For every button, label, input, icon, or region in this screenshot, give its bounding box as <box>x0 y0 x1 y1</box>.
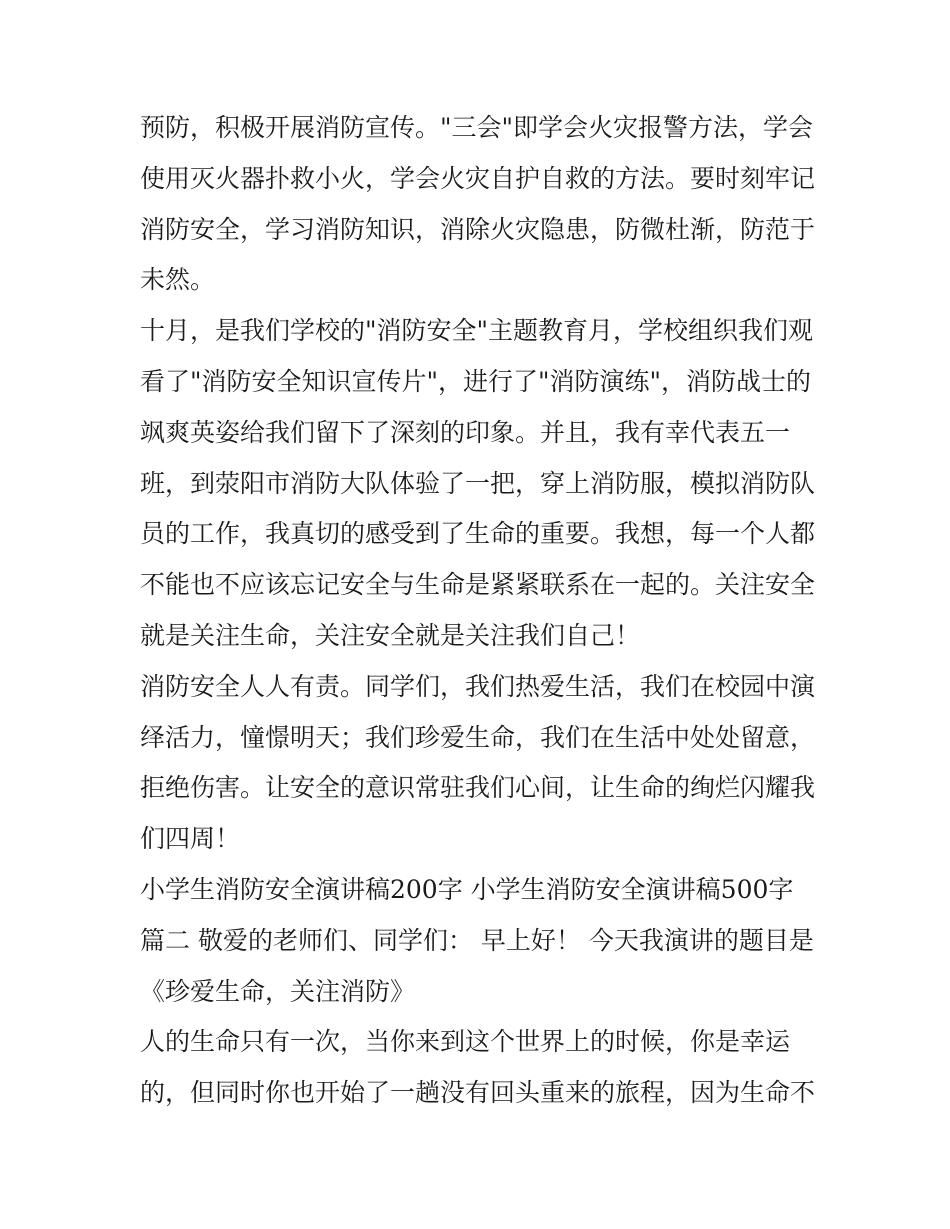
text-line: 人的生命只有一次，当你来到这个世界上的时候，你是幸运 <box>140 1027 791 1057</box>
text-line: 就是关注生命，关注安全就是关注我们自己！ <box>140 620 641 650</box>
text-line: 的，但同时你也开始了一趟没有回头重来的旅程，因为生命不 <box>140 1078 816 1108</box>
text-line: 小学生消防安全演讲稿200字 小学生消防安全演讲稿500字 <box>140 874 794 904</box>
text-line: 们四周！ <box>140 824 241 854</box>
text-line: 看了"消防安全知识宣传片"，进行了"消防演练"，消防战士的 <box>140 366 811 396</box>
text-line: 篇二 敬爱的老师们、同学们： 早上好！ 今天我演讲的题目是 <box>140 925 814 955</box>
text-line: 预防，积极开展消防宣传。"三会"即学会火灾报警方法，学会 <box>140 113 814 142</box>
text-line: 班，到荥阳市消防大队体验了一把，穿上消防服，模拟消防队 <box>140 468 816 498</box>
document-page <box>140 103 820 1119</box>
text-line: 飒爽英姿给我们留下了深刻的印象。并且，我有幸代表五一 <box>140 417 791 447</box>
text-line: 未然。 <box>140 265 216 295</box>
text-line: 使用灭火器扑救小火，学会火灾自护自救的方法。要时刻牢记 <box>140 163 816 193</box>
text-line: 十月，是我们学校的"消防安全"主题教育月，学校组织我们观 <box>140 316 814 346</box>
text-line: 绎活力，憧憬明天；我们珍爱生命，我们在生活中处处留意， <box>140 722 816 752</box>
text-line: 拒绝伤害。让安全的意识常驻我们心间，让生命的绚烂闪耀我 <box>140 773 816 803</box>
text-line: 不能也不应该忘记安全与生命是紧紧联系在一起的。关注安全 <box>140 570 816 600</box>
text-line: 消防安全人人有责。同学们，我们热爱生活，我们在校园中演 <box>140 671 816 701</box>
text-line: 《珍爱生命，关注消防》 <box>140 976 416 1006</box>
text-line: 员的工作，我真切的感受到了生命的重要。我想，每一个人都 <box>140 519 816 549</box>
text-line: 消防安全，学习消防知识，消除火灾隐患，防微杜渐，防范于 <box>140 214 816 244</box>
